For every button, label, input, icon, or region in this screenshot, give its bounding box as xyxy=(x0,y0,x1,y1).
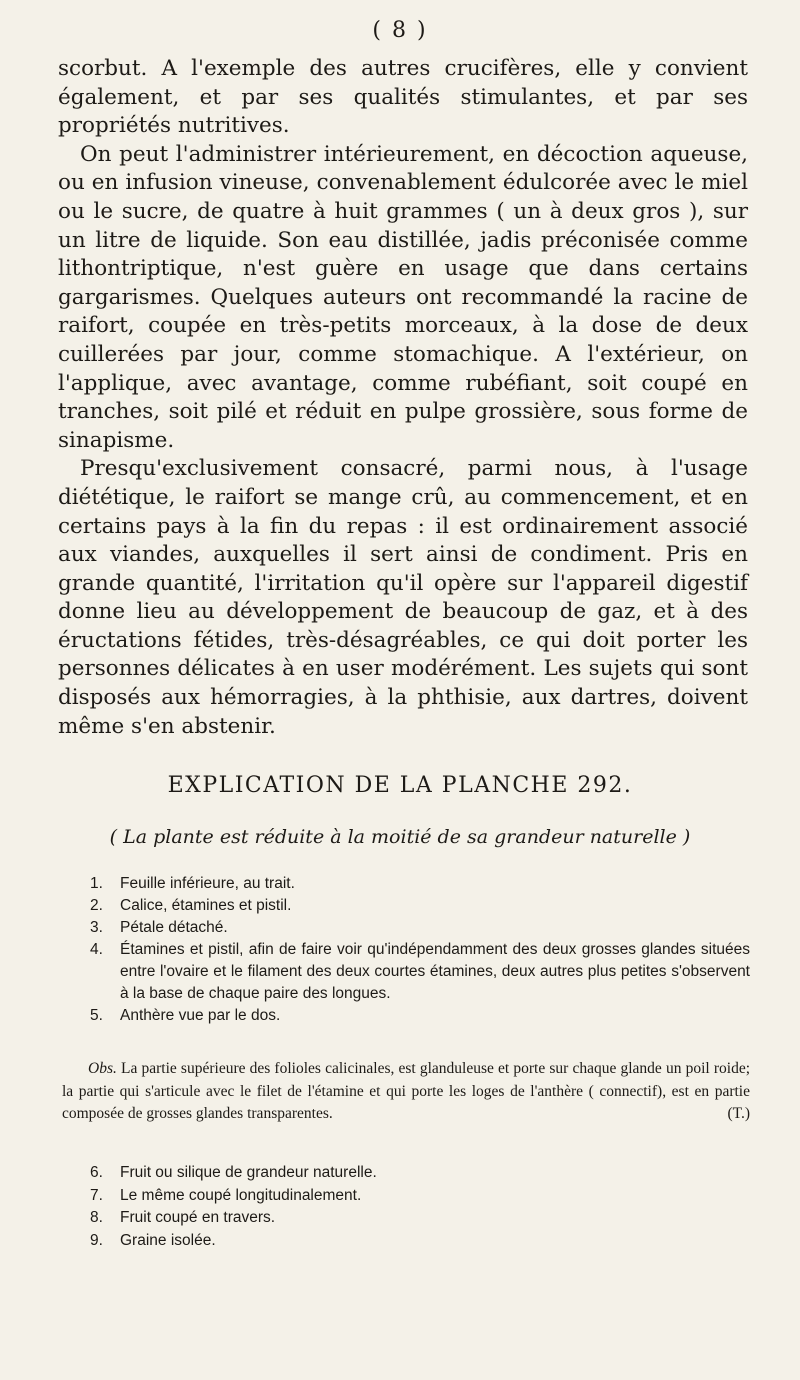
legend-item xyxy=(90,1162,750,1185)
legend-number: 7. xyxy=(90,1186,103,1204)
legend-text: Fruit coupé en travers. xyxy=(120,1209,276,1226)
legend-text: Feuille inférieure, au trait. xyxy=(120,875,295,892)
plate-subtitle: ( La plante est réduite à la moitié de sa grandeur naturelle ) xyxy=(109,826,691,848)
legend-item xyxy=(90,1207,750,1230)
legend-text: Anthère vue par le dos. xyxy=(120,1007,281,1024)
obs-signature: (T.) xyxy=(727,1105,750,1122)
paragraph: Presqu'exclusivement consacré, parmi nous, à l'usage diététique, le raifort se mange crû, au commencement, et en certains pays à la fin du repas : il est ordinairement associé aux viandes, auxquelles il sert ainsi de condiment. Pris en grande quantité, l'irritation qu'il opère sur l'appareil digestif donne lieu au développement de beaucoup de gaz, et à des éructations fétides, très-désagréables, ce qui doit porter les personnes délicates à en user modérément. Les sujets qui sont disposés aux hémorragies, à la phthisie, aux dartres, doivent même s'en abstenir. xyxy=(58,456,748,739)
legend-number: 9. xyxy=(90,1231,103,1249)
legend-item xyxy=(90,1185,750,1208)
legend-text: Calice, étamines et pistil. xyxy=(120,897,292,914)
legend-text: Pétale détaché. xyxy=(120,919,228,936)
section-title: EXPLICATION DE LA PLANCHE 292. xyxy=(167,773,633,798)
legend-number: 2. xyxy=(90,897,103,914)
legend-item xyxy=(90,1005,750,1027)
paragraph: scorbut. A l'exemple des autres crucifères, elle y convient également, et par ses qualités stimulantes, et par ses propriétés nutritives. xyxy=(58,56,748,139)
legend-number: 6. xyxy=(90,1164,103,1181)
legend-number: 4. xyxy=(90,941,103,958)
legend-text: Graine isolée. xyxy=(120,1231,216,1249)
legend-item xyxy=(90,917,750,939)
legend-text: Étamines et pistil, afin de faire voir qu'indépendamment des deux grosses glandes situées entre l'ovaire et le filament des deux courtes étamines, deux autres plus petites s'observent à la base de chaque paire des longues. xyxy=(120,941,750,1002)
obs-text: La partie supérieure des folioles calicinales, est glanduleuse et porte sur chaque glande un poil roide; la partie qui s'articule avec le filet de l'étamine et qui porte les loges de l'anthère ( connectif), est en partie composée de grosses glandes transparentes. xyxy=(62,1060,751,1122)
legend-text: Le même coupé longitudinalement. xyxy=(120,1186,362,1204)
legend-text: Fruit ou silique de grandeur naturelle. xyxy=(120,1164,377,1181)
legend-item xyxy=(90,939,750,1005)
figure-legend-continued xyxy=(90,1162,750,1252)
legend-number: 3. xyxy=(90,919,103,936)
legend-item xyxy=(90,1230,750,1253)
legend-number: 8. xyxy=(90,1209,103,1226)
body-text xyxy=(58,55,748,741)
legend-item xyxy=(90,873,750,895)
observation-note xyxy=(62,1058,750,1126)
legend-number: 5. xyxy=(90,1007,103,1024)
obs-label: Obs. xyxy=(88,1060,117,1077)
page-number: ( 8 ) xyxy=(372,18,428,43)
paragraph: On peut l'administrer intérieurement, en décoction aqueuse, ou en infusion vineuse, convenablement édulcorée avec le miel ou le sucre, de quatre à huit grammes ( un à deux gros ), sur un litre de liquide. Son eau distillée, jadis préconisée comme lithontriptique, n'est guère en usage que dans certains gargarismes. Quelques auteurs ont recommandé la racine de raifort, coupée en très-petits morceaux, à la dose de deux cuillerées par jour, comme stomachique. A l'extérieur, on l'applique, avec avantage, comme rubéfiant, soit coupé en tranches, soit pilé et réduit en pulpe grossière, sous forme de sinapisme. xyxy=(58,141,748,453)
legend-number: 1. xyxy=(90,875,103,892)
legend-item xyxy=(90,895,750,917)
figure-legend xyxy=(90,873,750,1027)
